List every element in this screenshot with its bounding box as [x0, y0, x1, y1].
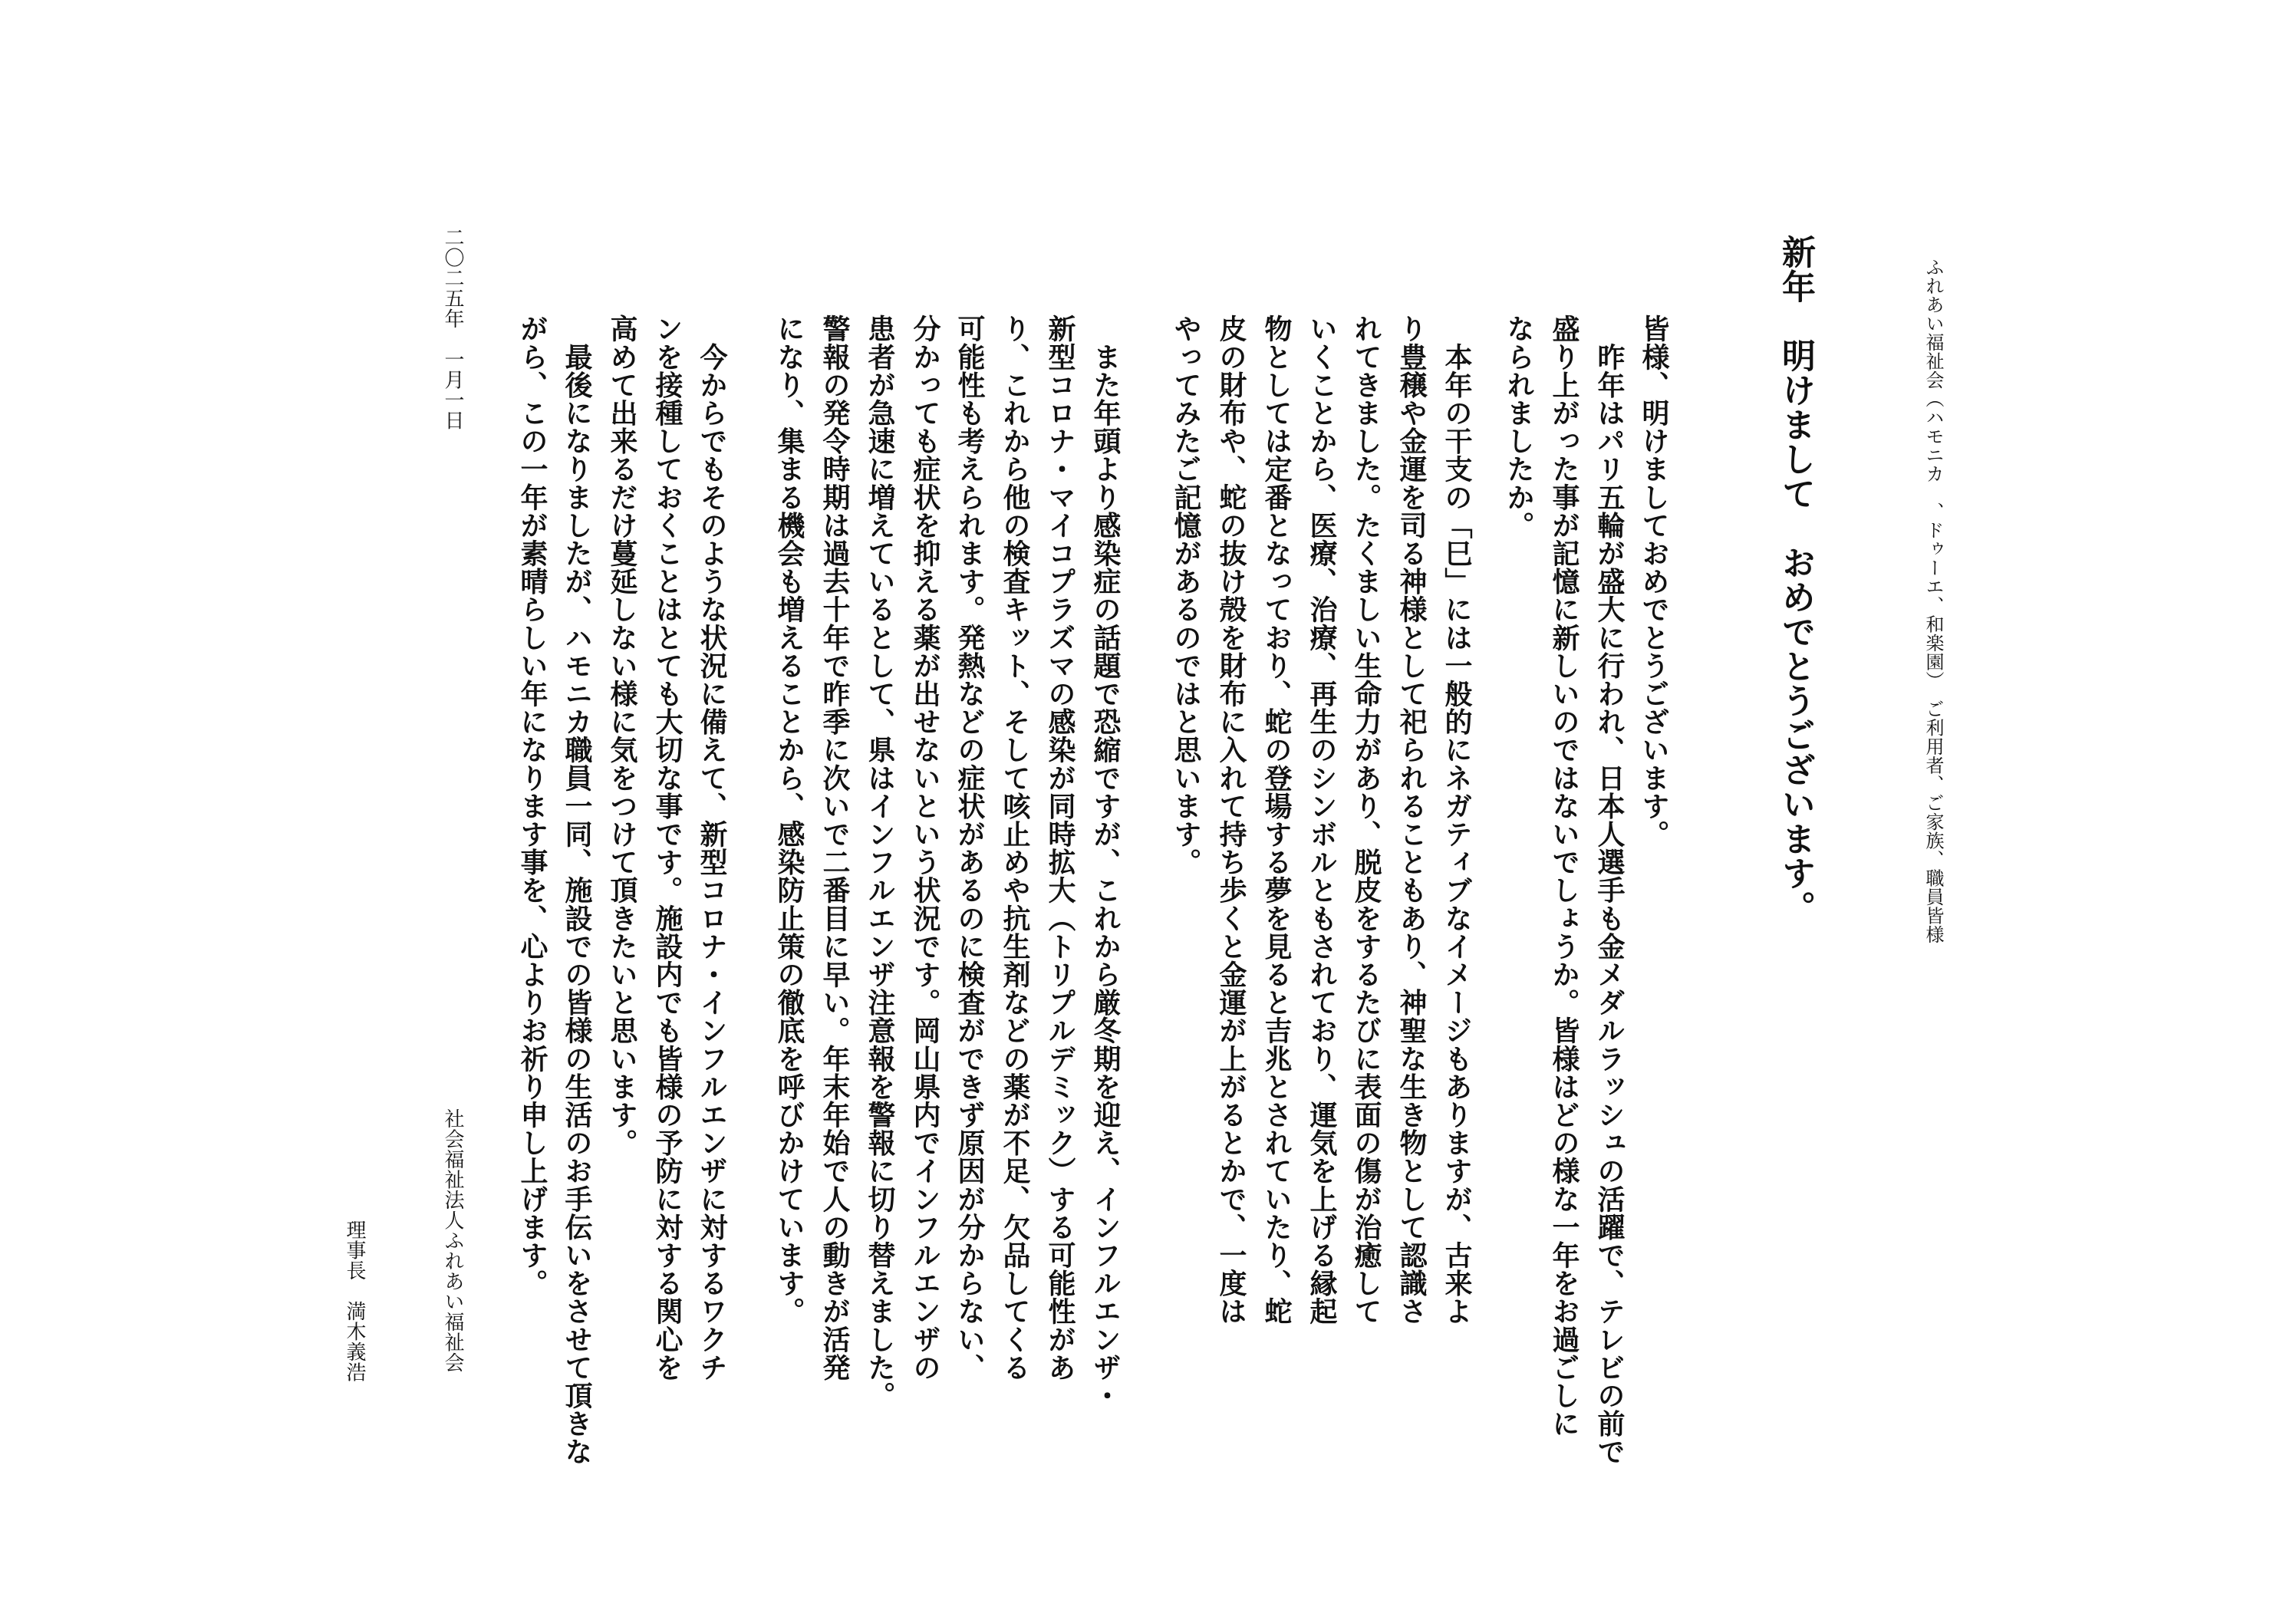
body-line: やってみたご記憶があるのではと思います。: [1170, 314, 1202, 876]
body-line: 物としては定番となっており、蛇の登場する夢を見ると吉兆とされていたり、蛇: [1260, 314, 1293, 1325]
body-line: り、これから他の検査キット、そして咳止めや抗生剤などの薬が不足、欠品してくる: [999, 314, 1031, 1381]
body-line: 患者が急速に増えているとして、県はインフルエンザ注意報を警報に切り替えました。: [864, 314, 896, 1410]
body-line: 皮の財布や、蛇の抜け殻を財布に入れて持ち歩くと金運が上がるとかで、一度は: [1215, 314, 1247, 1325]
body-line: 本年の干支の「巳」には一般的にネガティブなイメージもありますが、古来よ: [1441, 314, 1473, 1325]
body-line: ンを接種しておくことはとても大切な事です。施設内でも皆様の予防に対する関心を: [651, 314, 684, 1381]
body-line: 最後になりましたが、ハモニカ職員一同、施設での皆様の生活のお手伝いをさせて頂きな: [561, 314, 593, 1466]
body-line: れてきました。たくましい生命力があり、脱皮をするたびに表面の傷が治癒して: [1350, 314, 1382, 1325]
chairman-signature: 理事長 満木義浩: [343, 1220, 366, 1382]
body-line: 皆様、明けましておめでとうございます。: [1638, 314, 1670, 848]
body-line: いくことから、医療、治療、再生のシンボルともされており、運気を上げる縁起: [1306, 314, 1338, 1325]
body-line: 分かっても症状を抑える薬が出せないという状況です。岡山県内でインフルエンザの: [909, 314, 941, 1381]
body-line: なられましたか。: [1503, 314, 1535, 539]
body-line: 盛り上がった事が記憶に新しいのではないでしょうか。皆様はどの様な一年をお過ごしに: [1548, 314, 1580, 1437]
body-line: がら、この一年が素晴らしい年になります事を、心よりお祈り申し上げます。: [516, 314, 548, 1297]
new-year-headline: 新年 明けまして おめでとうございます。: [1776, 235, 1815, 925]
body-line: 昨年はパリ五輪が盛大に行われ、日本人選手も金メダルラッシュの活躍で、テレビの前で: [1593, 314, 1626, 1466]
body-line: になり、集まる機会も増えることから、感染防止策の徹底を呼びかけています。: [773, 314, 805, 1325]
body-line: り豊穣や金運を司る神様として祀られることもあり、神聖な生き物として認識さ: [1395, 314, 1428, 1325]
body-line: 新型コロナ・マイコプラズマの感染が同時拡大（トリプルデミック）する可能性があ: [1044, 314, 1076, 1381]
addressee-line: ふれあい福祉会（ハモニカ 、ドゥーエ、和楽園） ご利用者、ご家族、職員皆様: [1922, 258, 1944, 944]
body-line: また年頭より感染症の話題で恐縮ですが、これから厳冬期を迎え、インフルエンザ・: [1089, 314, 1122, 1410]
body-line: 可能性も考えられます。発熱などの症状があるのに検査ができず原因が分からない、: [954, 314, 986, 1381]
letter-date: 二〇二五年 一月一日: [441, 227, 464, 430]
body-line: 高めて出来るだけ蔓延しない様に気をつけて頂きたいと思います。: [606, 314, 638, 1157]
body-line: 今からでもそのような状況に備えて、新型コロナ・インフルエンザに対するワクチ: [696, 314, 728, 1381]
organization-name: 社会福祉法人ふれあい福祉会: [441, 1108, 464, 1373]
body-line: 警報の発令時期は過去十年で昨季に次いで二番目に早い。年末年始で人の動きが活発: [819, 314, 851, 1381]
